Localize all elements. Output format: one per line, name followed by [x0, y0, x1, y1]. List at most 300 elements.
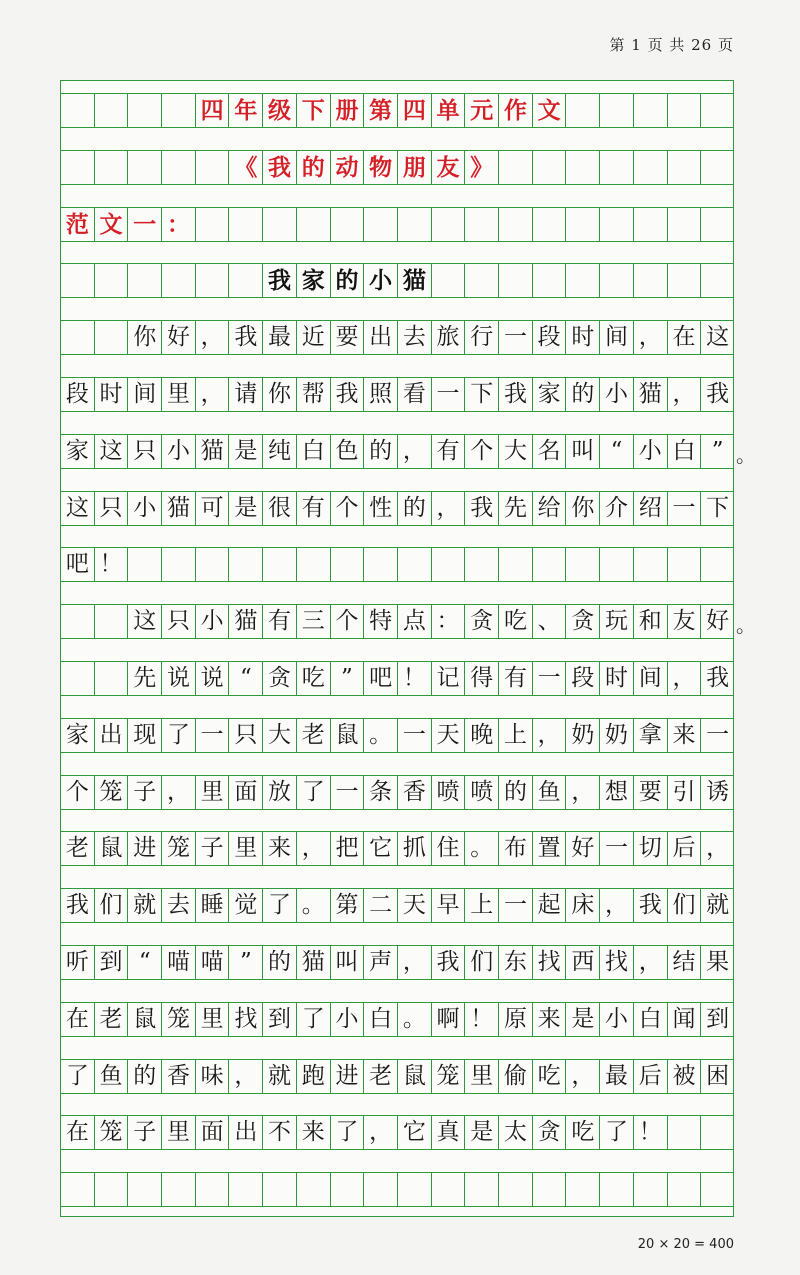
grid-cell — [668, 1116, 702, 1149]
grid-cell: 一 — [499, 889, 533, 922]
grid-row — [61, 945, 733, 980]
grid-cell: 我 — [263, 264, 297, 297]
grid-cell: 上 — [499, 719, 533, 752]
grid-cell: 是 — [465, 1116, 499, 1149]
grid-cell: 老 — [297, 719, 331, 752]
grid-cell: 小 — [162, 435, 196, 468]
grid-cell: 里 — [162, 378, 196, 411]
grid-cell: 听 — [61, 946, 95, 979]
grid-cell: 来 — [297, 1116, 331, 1149]
grid-cell — [196, 151, 230, 184]
grid-cell — [61, 605, 95, 638]
grid-cell: 间 — [634, 662, 668, 695]
grid-cell — [61, 1173, 95, 1206]
grid-cell: ， — [701, 832, 734, 865]
grid-cell: 鼠 — [331, 719, 365, 752]
grid-cell: 。 — [364, 719, 398, 752]
grid-cell: 有 — [432, 435, 466, 468]
grid-cell: 真 — [432, 1116, 466, 1149]
grid-cell: 喷 — [465, 776, 499, 809]
grid-cell: 最 — [263, 321, 297, 354]
grid-cell: 老 — [95, 1003, 129, 1036]
grid-cell: 时 — [567, 321, 601, 354]
grid-cell: 猫 — [230, 605, 264, 638]
grid-cell: 太 — [499, 1116, 533, 1149]
grid-cell — [499, 208, 533, 241]
grid-cell — [297, 208, 331, 241]
grid-cell: 》 — [465, 151, 499, 184]
grid-cell: 了 — [263, 889, 297, 922]
grid-cell: 的 — [331, 264, 365, 297]
grid-cell — [533, 264, 567, 297]
grid-cell: 一 — [432, 378, 466, 411]
grid-row — [61, 718, 733, 753]
grid-cell: 友 — [668, 605, 702, 638]
grid-cell: 是 — [567, 1003, 601, 1036]
grid-cell: 抓 — [398, 832, 432, 865]
grid-cell: 面 — [196, 1116, 230, 1149]
grid-cell: 拿 — [634, 719, 668, 752]
grid-cell — [196, 208, 230, 241]
grid-cell: 它 — [398, 1116, 432, 1149]
grid-cell: 大 — [499, 435, 533, 468]
grid-cell: ” — [331, 662, 365, 695]
grid-cell — [600, 94, 634, 127]
grid-cell: 文 — [533, 94, 567, 127]
grid-cell — [668, 264, 702, 297]
grid-cell: 我 — [61, 889, 95, 922]
grid-row — [61, 775, 733, 810]
grid-cell: 照 — [364, 378, 398, 411]
grid-cell: ， — [567, 1060, 601, 1093]
grid-cell: 了 — [600, 1116, 634, 1149]
grid-cell: 晚 — [465, 719, 499, 752]
grid-cell: 家 — [61, 719, 95, 752]
grid-cell: ， — [567, 776, 601, 809]
grid-cell: 特 — [364, 605, 398, 638]
grid-cell — [331, 548, 365, 581]
grid-cell: 诱 — [701, 776, 734, 809]
grid-row — [61, 434, 733, 469]
grid-cell: ， — [600, 889, 634, 922]
grid-cell: 个 — [465, 435, 499, 468]
grid-cell: 进 — [331, 1060, 365, 1093]
grid-cell — [128, 264, 162, 297]
grid-cell — [701, 1116, 734, 1149]
grid-cell: 找 — [533, 946, 567, 979]
grid-cell: 来 — [533, 1003, 567, 1036]
grid-cell: 笼 — [95, 776, 129, 809]
grid-cell: ， — [668, 662, 702, 695]
grid-cell: 吧 — [61, 548, 95, 581]
grid-cell: 册 — [331, 94, 365, 127]
grid-cell: 切 — [634, 832, 668, 865]
grid-cell: 四 — [398, 94, 432, 127]
grid-cell — [634, 151, 668, 184]
grid-cell: 我 — [465, 492, 499, 525]
grid-cell: 偷 — [499, 1060, 533, 1093]
grid-cell: 吃 — [499, 605, 533, 638]
grid-cell: ， — [162, 776, 196, 809]
grid-cell — [230, 548, 264, 581]
grid-cell: 小 — [196, 605, 230, 638]
grid-cell: 、 — [533, 605, 567, 638]
grid-cell: 有 — [297, 492, 331, 525]
grid-cell — [95, 151, 129, 184]
grid-cell: ， — [432, 492, 466, 525]
grid-cell: 贪 — [465, 605, 499, 638]
grid-cell: 鼠 — [95, 832, 129, 865]
grid-cell — [61, 662, 95, 695]
grid-cell — [499, 151, 533, 184]
grid-cell: 喷 — [432, 776, 466, 809]
grid-cell: 这 — [128, 605, 162, 638]
grid-cell: 下 — [701, 492, 734, 525]
grid-cell: 级 — [263, 94, 297, 127]
grid-cell: 这 — [95, 435, 129, 468]
grid-cell — [398, 548, 432, 581]
grid-cell — [162, 548, 196, 581]
grid-cell: 起 — [533, 889, 567, 922]
grid-cell: 年 — [230, 94, 264, 127]
grid-cell: 段 — [61, 378, 95, 411]
grid-row — [61, 831, 733, 866]
grid-cell: 小 — [600, 378, 634, 411]
page-indicator: 第 1 页 共 26 页 — [609, 36, 734, 54]
grid-cell: 子 — [196, 832, 230, 865]
grid-cell: 的 — [567, 378, 601, 411]
grid-cell — [95, 321, 129, 354]
grid-cell — [331, 208, 365, 241]
grid-cell: 旅 — [432, 321, 466, 354]
grid-cell: 上 — [465, 889, 499, 922]
grid-cell: 来 — [668, 719, 702, 752]
grid-cell: 有 — [499, 662, 533, 695]
grid-cell: 猫 — [297, 946, 331, 979]
grid-cell: 下 — [465, 378, 499, 411]
grid-cell: 后 — [634, 1060, 668, 1093]
grid-cell: 出 — [364, 321, 398, 354]
grid-cell: 的 — [364, 435, 398, 468]
grid-row — [61, 661, 733, 696]
grid-cell: 一 — [533, 662, 567, 695]
grid-cell: 朋 — [398, 151, 432, 184]
grid-cell — [95, 264, 129, 297]
grid-cell — [600, 548, 634, 581]
grid-cell: 闻 — [668, 1003, 702, 1036]
grid-cell: 我 — [499, 378, 533, 411]
grid-cell — [634, 94, 668, 127]
grid-cell: 玩 — [600, 605, 634, 638]
grid-cell — [297, 548, 331, 581]
grid-cell: 里 — [230, 832, 264, 865]
grid-cell — [128, 548, 162, 581]
grid-cell — [533, 548, 567, 581]
grid-cell: 友 — [432, 151, 466, 184]
grid-cell — [533, 208, 567, 241]
grid-cell: 喵 — [162, 946, 196, 979]
grid-cell: ， — [196, 378, 230, 411]
grid-cell: 色 — [331, 435, 365, 468]
grid-cell: 我 — [701, 662, 734, 695]
grid-cell: 只 — [230, 719, 264, 752]
grid-cell: 大 — [263, 719, 297, 752]
grid-row — [61, 604, 733, 639]
grid-cell — [61, 321, 95, 354]
grid-cell: 笼 — [162, 832, 196, 865]
grid-cell: 的 — [297, 151, 331, 184]
grid-cell: 一 — [196, 719, 230, 752]
grid-cell: 它 — [364, 832, 398, 865]
grid-row — [61, 1115, 733, 1150]
grid-cell: 老 — [61, 832, 95, 865]
grid-cell: 范 — [61, 208, 95, 241]
grid-cell: ” — [701, 435, 734, 468]
grid-cell: 到 — [263, 1003, 297, 1036]
grid-cell: 了 — [162, 719, 196, 752]
grid-cell — [128, 151, 162, 184]
grid-cell: 香 — [398, 776, 432, 809]
grid-cell: 绍 — [634, 492, 668, 525]
grid-cell: ， — [364, 1116, 398, 1149]
grid-cell: “ — [230, 662, 264, 695]
grid-cell: 在 — [61, 1116, 95, 1149]
grid-cell — [567, 151, 601, 184]
grid-cell: 作 — [499, 94, 533, 127]
grid-cell: ， — [533, 719, 567, 752]
grid-cell: 出 — [230, 1116, 264, 1149]
grid-cell: 时 — [600, 662, 634, 695]
grid-cell: 好 — [567, 832, 601, 865]
grid-cell: 介 — [600, 492, 634, 525]
grid-cell — [701, 1173, 734, 1206]
grid-cell: 《 — [230, 151, 264, 184]
grid-cell: 小 — [600, 1003, 634, 1036]
grid-cell: 就 — [701, 889, 734, 922]
grid-cell: 去 — [162, 889, 196, 922]
grid-cell: 间 — [128, 378, 162, 411]
grid-cell: 单 — [432, 94, 466, 127]
grid-cell: 家 — [61, 435, 95, 468]
grid-cell: 物 — [364, 151, 398, 184]
grid-cell: 子 — [128, 1116, 162, 1149]
grid-cell — [701, 94, 734, 127]
grid-cell: 放 — [263, 776, 297, 809]
grid-cell: 贪 — [567, 605, 601, 638]
grid-cell — [701, 548, 734, 581]
grid-cell: 猫 — [162, 492, 196, 525]
grid-cell: 现 — [128, 719, 162, 752]
grid-cell: 们 — [95, 889, 129, 922]
grid-cell: 小 — [331, 1003, 365, 1036]
grid-cell: 一 — [600, 832, 634, 865]
grid-cell: 出 — [95, 719, 129, 752]
grid-cell: “ — [128, 946, 162, 979]
grid-cell — [567, 264, 601, 297]
grid-cell: 先 — [128, 662, 162, 695]
grid-cell — [162, 151, 196, 184]
grid-row — [61, 888, 733, 923]
grid-cell: 里 — [162, 1116, 196, 1149]
grid-cell: 们 — [465, 946, 499, 979]
grid-cell — [128, 94, 162, 127]
grid-cell — [128, 1173, 162, 1206]
grid-cell: 奶 — [600, 719, 634, 752]
grid-cell — [465, 208, 499, 241]
grid-cell: 近 — [297, 321, 331, 354]
grid-cell — [196, 264, 230, 297]
grid-cell — [600, 1173, 634, 1206]
grid-cell: ， — [634, 946, 668, 979]
grid-cell: 文 — [95, 208, 129, 241]
grid-cell: 面 — [230, 776, 264, 809]
grid-cell: 到 — [701, 1003, 734, 1036]
grid-cell: 住 — [432, 832, 466, 865]
grid-cell: 一 — [701, 719, 734, 752]
grid-cell: 家 — [297, 264, 331, 297]
grid-cell: ” — [230, 946, 264, 979]
grid-cell — [567, 1173, 601, 1206]
grid-cell: 要 — [331, 321, 365, 354]
grid-cell: ！ — [398, 662, 432, 695]
grid-cell: 觉 — [230, 889, 264, 922]
grid-row — [61, 207, 733, 242]
grid-cell: ： — [162, 208, 196, 241]
grid-cell: 段 — [533, 321, 567, 354]
grid-cell: 段 — [567, 662, 601, 695]
grid-cell: 我 — [634, 889, 668, 922]
grid-cell: ！ — [634, 1116, 668, 1149]
grid-cell — [499, 548, 533, 581]
grid-cell: 天 — [398, 889, 432, 922]
grid-cell: 最 — [600, 1060, 634, 1093]
grid-cell: 的 — [398, 492, 432, 525]
grid-cell — [634, 548, 668, 581]
grid-cell: 笼 — [95, 1116, 129, 1149]
grid-cell: 就 — [263, 1060, 297, 1093]
grid-cell: 里 — [465, 1060, 499, 1093]
grid-cell: 小 — [634, 435, 668, 468]
grid-cell — [533, 1173, 567, 1206]
grid-cell — [61, 151, 95, 184]
grid-cell: 贪 — [533, 1116, 567, 1149]
grid-cell — [364, 548, 398, 581]
grid-cell — [95, 94, 129, 127]
grid-cell: 原 — [499, 1003, 533, 1036]
grid-cell: 跑 — [297, 1060, 331, 1093]
grid-cell — [499, 1173, 533, 1206]
grid-cell: 好 — [701, 605, 734, 638]
grid-cell: 睡 — [196, 889, 230, 922]
grid-cell: 鱼 — [95, 1060, 129, 1093]
grid-cell: 一 — [499, 321, 533, 354]
grid-cell: ， — [297, 832, 331, 865]
grid-cell: 家 — [533, 378, 567, 411]
grid-cell — [701, 151, 734, 184]
grid-cell: 猫 — [634, 378, 668, 411]
grid-cell — [465, 264, 499, 297]
grid-cell: 困 — [701, 1060, 734, 1093]
grid-cell: 早 — [432, 889, 466, 922]
grid-cell — [567, 208, 601, 241]
grid-cell: 去 — [398, 321, 432, 354]
grid-cell — [600, 151, 634, 184]
grid-cell: 间 — [600, 321, 634, 354]
grid-cell: 啊 — [432, 1003, 466, 1036]
grid-cell — [668, 94, 702, 127]
grid-cell: 声 — [364, 946, 398, 979]
grid-cell: 名 — [533, 435, 567, 468]
grid-cell: 的 — [499, 776, 533, 809]
grid-cell: 说 — [162, 662, 196, 695]
grid-cell: 点 — [398, 605, 432, 638]
grid-cell: 二 — [364, 889, 398, 922]
grid-cell — [196, 1173, 230, 1206]
grid-size-label: 20 × 20 = 400 — [637, 1237, 734, 1252]
grid-cell: ， — [668, 378, 702, 411]
grid-cell: 吃 — [297, 662, 331, 695]
grid-cell — [533, 151, 567, 184]
grid-cell: 可 — [196, 492, 230, 525]
grid-cell: ！ — [95, 548, 129, 581]
grid-cell — [61, 94, 95, 127]
grid-cell: 喵 — [196, 946, 230, 979]
grid-cell: 看 — [398, 378, 432, 411]
grid-cell: 床 — [567, 889, 601, 922]
grid-row — [61, 547, 733, 582]
grid-cell: 叫 — [567, 435, 601, 468]
grid-cell: 有 — [263, 605, 297, 638]
grid-cell — [196, 548, 230, 581]
grid-cell: 一 — [668, 492, 702, 525]
grid-cell: 好 — [162, 321, 196, 354]
grid-cell — [600, 208, 634, 241]
grid-cell: ！ — [465, 1003, 499, 1036]
grid-cell: 这 — [61, 492, 95, 525]
overflow-punctuation: 。 — [736, 613, 756, 638]
grid-cell — [95, 662, 129, 695]
grid-cell: 老 — [364, 1060, 398, 1093]
grid-cell: 三 — [297, 605, 331, 638]
grid-cell: 把 — [331, 832, 365, 865]
grid-cell: 鼠 — [128, 1003, 162, 1036]
grid-cell — [398, 208, 432, 241]
grid-cell: ， — [196, 321, 230, 354]
grid-cell: 吃 — [533, 1060, 567, 1093]
grid-row — [61, 320, 733, 355]
grid-cell: 先 — [499, 492, 533, 525]
grid-cell: 白 — [668, 435, 702, 468]
grid-cell — [331, 1173, 365, 1206]
grid-cell: 鼠 — [398, 1060, 432, 1093]
grid-cell: 来 — [263, 832, 297, 865]
grid-cell: 白 — [297, 435, 331, 468]
grid-cell — [364, 1173, 398, 1206]
grid-cell: 天 — [432, 719, 466, 752]
grid-cell: 纯 — [263, 435, 297, 468]
grid-cell: 了 — [297, 1003, 331, 1036]
grid-cell: 我 — [230, 321, 264, 354]
grid-cell: 的 — [128, 1060, 162, 1093]
grid-cell — [465, 1173, 499, 1206]
grid-cell: 结 — [668, 946, 702, 979]
grid-cell — [668, 208, 702, 241]
grid-cell: 白 — [634, 1003, 668, 1036]
grid-cell: 你 — [128, 321, 162, 354]
grid-cell: 的 — [263, 946, 297, 979]
grid-cell — [162, 1173, 196, 1206]
grid-cell — [465, 548, 499, 581]
